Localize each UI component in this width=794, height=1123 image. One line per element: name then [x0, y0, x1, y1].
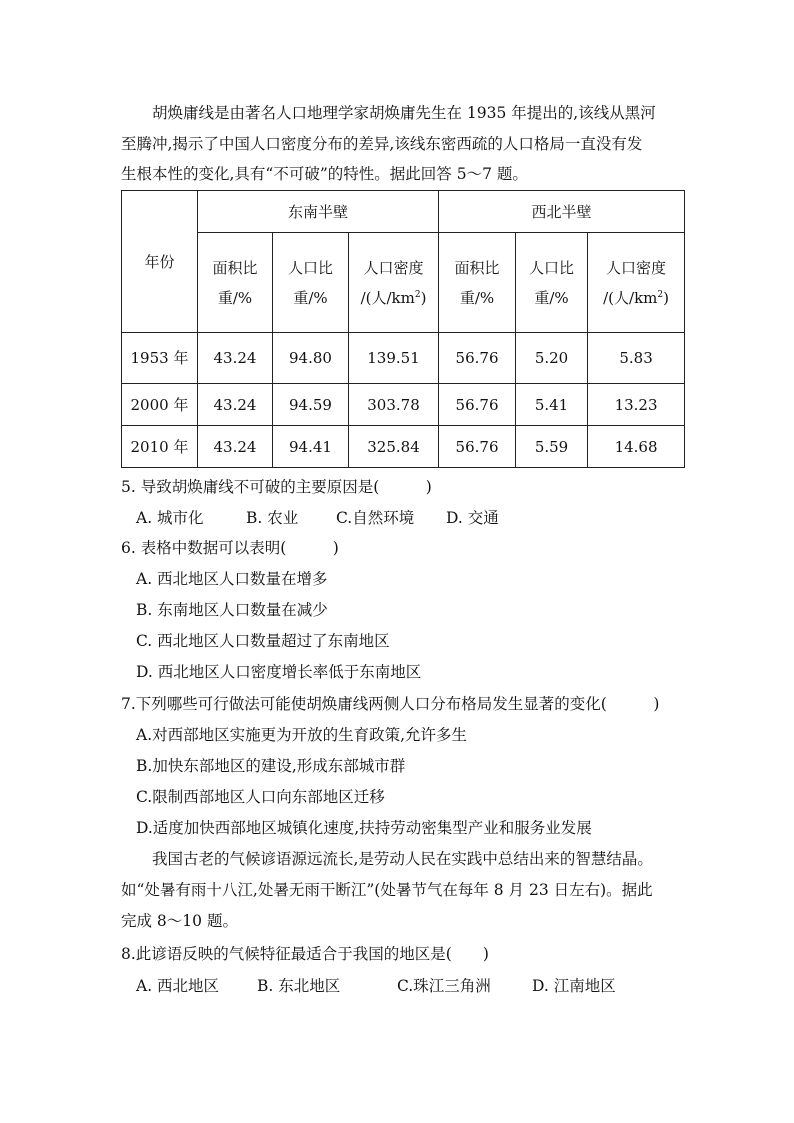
question-8-option-c[interactable]: C.珠江三角洲	[397, 977, 491, 995]
col-header-se-pop: 人口比 重/%	[273, 233, 349, 333]
group-header-northwest: 西北半壁	[439, 191, 685, 233]
intro-line-2: 至腾冲,揭示了中国人口密度分布的差异,该线东密西疏的人口格局一直没有发	[121, 135, 643, 153]
question-7-option-a[interactable]: A.对西部地区实施更为开放的生育政策,允许多生	[136, 726, 468, 744]
cell-se-area: 43.24	[198, 384, 273, 426]
intro2-line-3: 完成 8～10 题。	[121, 912, 238, 930]
cell-nw-area: 56.76	[439, 333, 516, 384]
cell-se-density: 325.84	[349, 426, 439, 468]
intro2-line-1: 我国古老的气候谚语源远流长,是劳动人民在实践中总结出来的智慧结晶。	[152, 850, 653, 868]
cell-nw-density: 14.68	[588, 426, 685, 468]
cell-nw-pop: 5.59	[516, 426, 588, 468]
table-row	[122, 384, 685, 426]
col-header-nw-area: 面积比 重/%	[439, 233, 516, 333]
cell-se-pop: 94.59	[273, 384, 349, 426]
cell-year: 2000 年	[122, 384, 198, 426]
cell-nw-area: 56.76	[439, 384, 516, 426]
intro2-line-2: 如“处暑有雨十八江,处暑无雨干断江”(处暑节气在每年 8 月 23 日左右)。据此	[121, 881, 653, 899]
cell-nw-density: 5.83	[588, 333, 685, 384]
table-row	[122, 426, 685, 468]
question-5-option-b[interactable]: B. 农业	[246, 509, 299, 527]
question-5-option-a[interactable]: A. 城市化	[136, 509, 204, 527]
cell-year: 2010 年	[122, 426, 198, 468]
question-7-stem: 7.下列哪些可行做法可能使胡焕庸线两侧人口分布格局发生显著的变化( )	[121, 695, 660, 713]
question-7-option-b[interactable]: B.加快东部地区的建设,形成东部城市群	[136, 757, 406, 775]
question-6-option-d[interactable]: D. 西北地区人口密度增长率低于东南地区	[136, 663, 422, 681]
question-6-option-b[interactable]: B. 东南地区人口数量在减少	[136, 601, 328, 619]
question-5-stem: 5. 导致胡焕庸线不可破的主要原因是( )	[121, 478, 432, 496]
question-6-option-c[interactable]: C. 西北地区人口数量超过了东南地区	[136, 632, 390, 650]
question-8-option-a[interactable]: A. 西北地区	[136, 977, 220, 995]
question-6-option-a[interactable]: A. 西北地区人口数量在增多	[136, 570, 328, 588]
question-7-option-d[interactable]: D.适度加快西部地区城镇化速度,扶持劳动密集型产业和服务业发展	[136, 819, 592, 837]
col-header-se-area: 面积比 重/%	[198, 233, 273, 333]
cell-nw-density: 13.23	[588, 384, 685, 426]
question-8-option-d[interactable]: D. 江南地区	[532, 977, 616, 995]
cell-nw-pop: 5.41	[516, 384, 588, 426]
question-8-stem: 8.此谚语反映的气候特征最适合于我国的地区是( )	[121, 945, 489, 963]
cell-nw-pop: 5.20	[516, 333, 588, 384]
question-6-stem: 6. 表格中数据可以表明( )	[121, 539, 339, 557]
cell-se-density: 139.51	[349, 333, 439, 384]
question-5-option-c[interactable]: C.自然环境	[336, 509, 415, 527]
question-7-option-c[interactable]: C.限制西部地区人口向东部地区迁移	[136, 788, 385, 806]
group-header-southeast: 东南半壁	[198, 191, 439, 233]
col-header-se-density: 人口密度 /(人$/km^2$)	[349, 233, 439, 333]
intro-line-3: 生根本性的变化,具有“不可破”的特性。据此回答 5～7 题。	[121, 165, 528, 183]
cell-se-area: 43.24	[198, 333, 273, 384]
cell-se-pop: 94.80	[273, 333, 349, 384]
intro-line-1: 胡焕庸线是由著名人口地理学家胡焕庸先生在 1935 年提出的,该线从黑河	[152, 104, 656, 122]
table-row	[122, 333, 685, 384]
population-table	[121, 190, 685, 468]
col-header-nw-pop: 人口比 重/%	[516, 233, 588, 333]
cell-se-pop: 94.41	[273, 426, 349, 468]
cell-se-density: 303.78	[349, 384, 439, 426]
question-5-option-d[interactable]: D. 交通	[446, 509, 499, 527]
cell-year: 1953 年	[122, 333, 198, 384]
col-header-nw-density: 人口密度 /(人$/km^2$)	[588, 233, 685, 333]
question-8-option-b[interactable]: B. 东北地区	[257, 977, 341, 995]
cell-nw-area: 56.76	[439, 426, 516, 468]
cell-se-area: 43.24	[198, 426, 273, 468]
year-header: 年份	[122, 191, 198, 333]
